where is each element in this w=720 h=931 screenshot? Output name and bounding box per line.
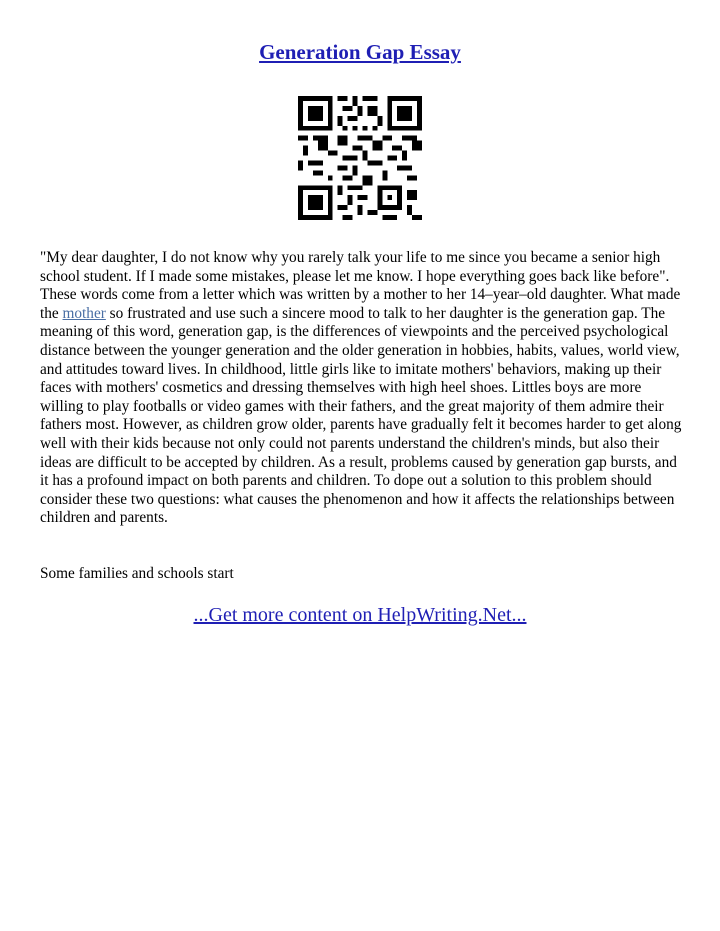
title-link[interactable]: Generation Gap Essay (259, 40, 461, 64)
more-content-link[interactable]: ...Get more content on HelpWriting.Net... (193, 604, 527, 626)
essay-paragraph-1 (40, 249, 682, 528)
mother-link[interactable]: mother (62, 304, 106, 322)
essay-paragraph-2: Some families and schools start (40, 565, 234, 582)
paragraph-1-text-end: so frustrated and use such a sincere mood to talk to her daughter is the generation gap. The meaning of this word, generation gap, is the differences of viewpoints and the perceived psychological distance between the younger generation and the older generation in hobbies, habits, values, world view, and attitudes toward lives. In childhood, little girls like to imitate mothers' behaviors, making up their faces with mothers' cosmetics and dressing themselves with high heel shoes. Littles boys are more willing to play footballs or video games with their fathers, and the great majority of them admire their fathers most. However, as children grow older, parents have gradually felt it becomes harder to get along well with their kids because not only could not parents understand the children's minds, but also their ideas are difficult to be accepted by children. As a result, problems caused by generation gap bursts, and it has a profound impact on both parents and children. To dope out a solution to this problem should consider these two questions: what causes the phenomenon and how it affects the relationships between children and parents. (40, 304, 682, 527)
more-content-line (0, 604, 720, 627)
qr-code-icon (298, 96, 422, 220)
page-title (0, 40, 720, 65)
paragraph-1-text-start: "My dear daughter, I do not know why you rarely talk your life to me since you became a senior high school student. If I made some mistakes, please let me know. I hope everything goes back like before". These words come from a letter which was written by a mother to her 14–year–old daughter. What made the (40, 249, 681, 322)
